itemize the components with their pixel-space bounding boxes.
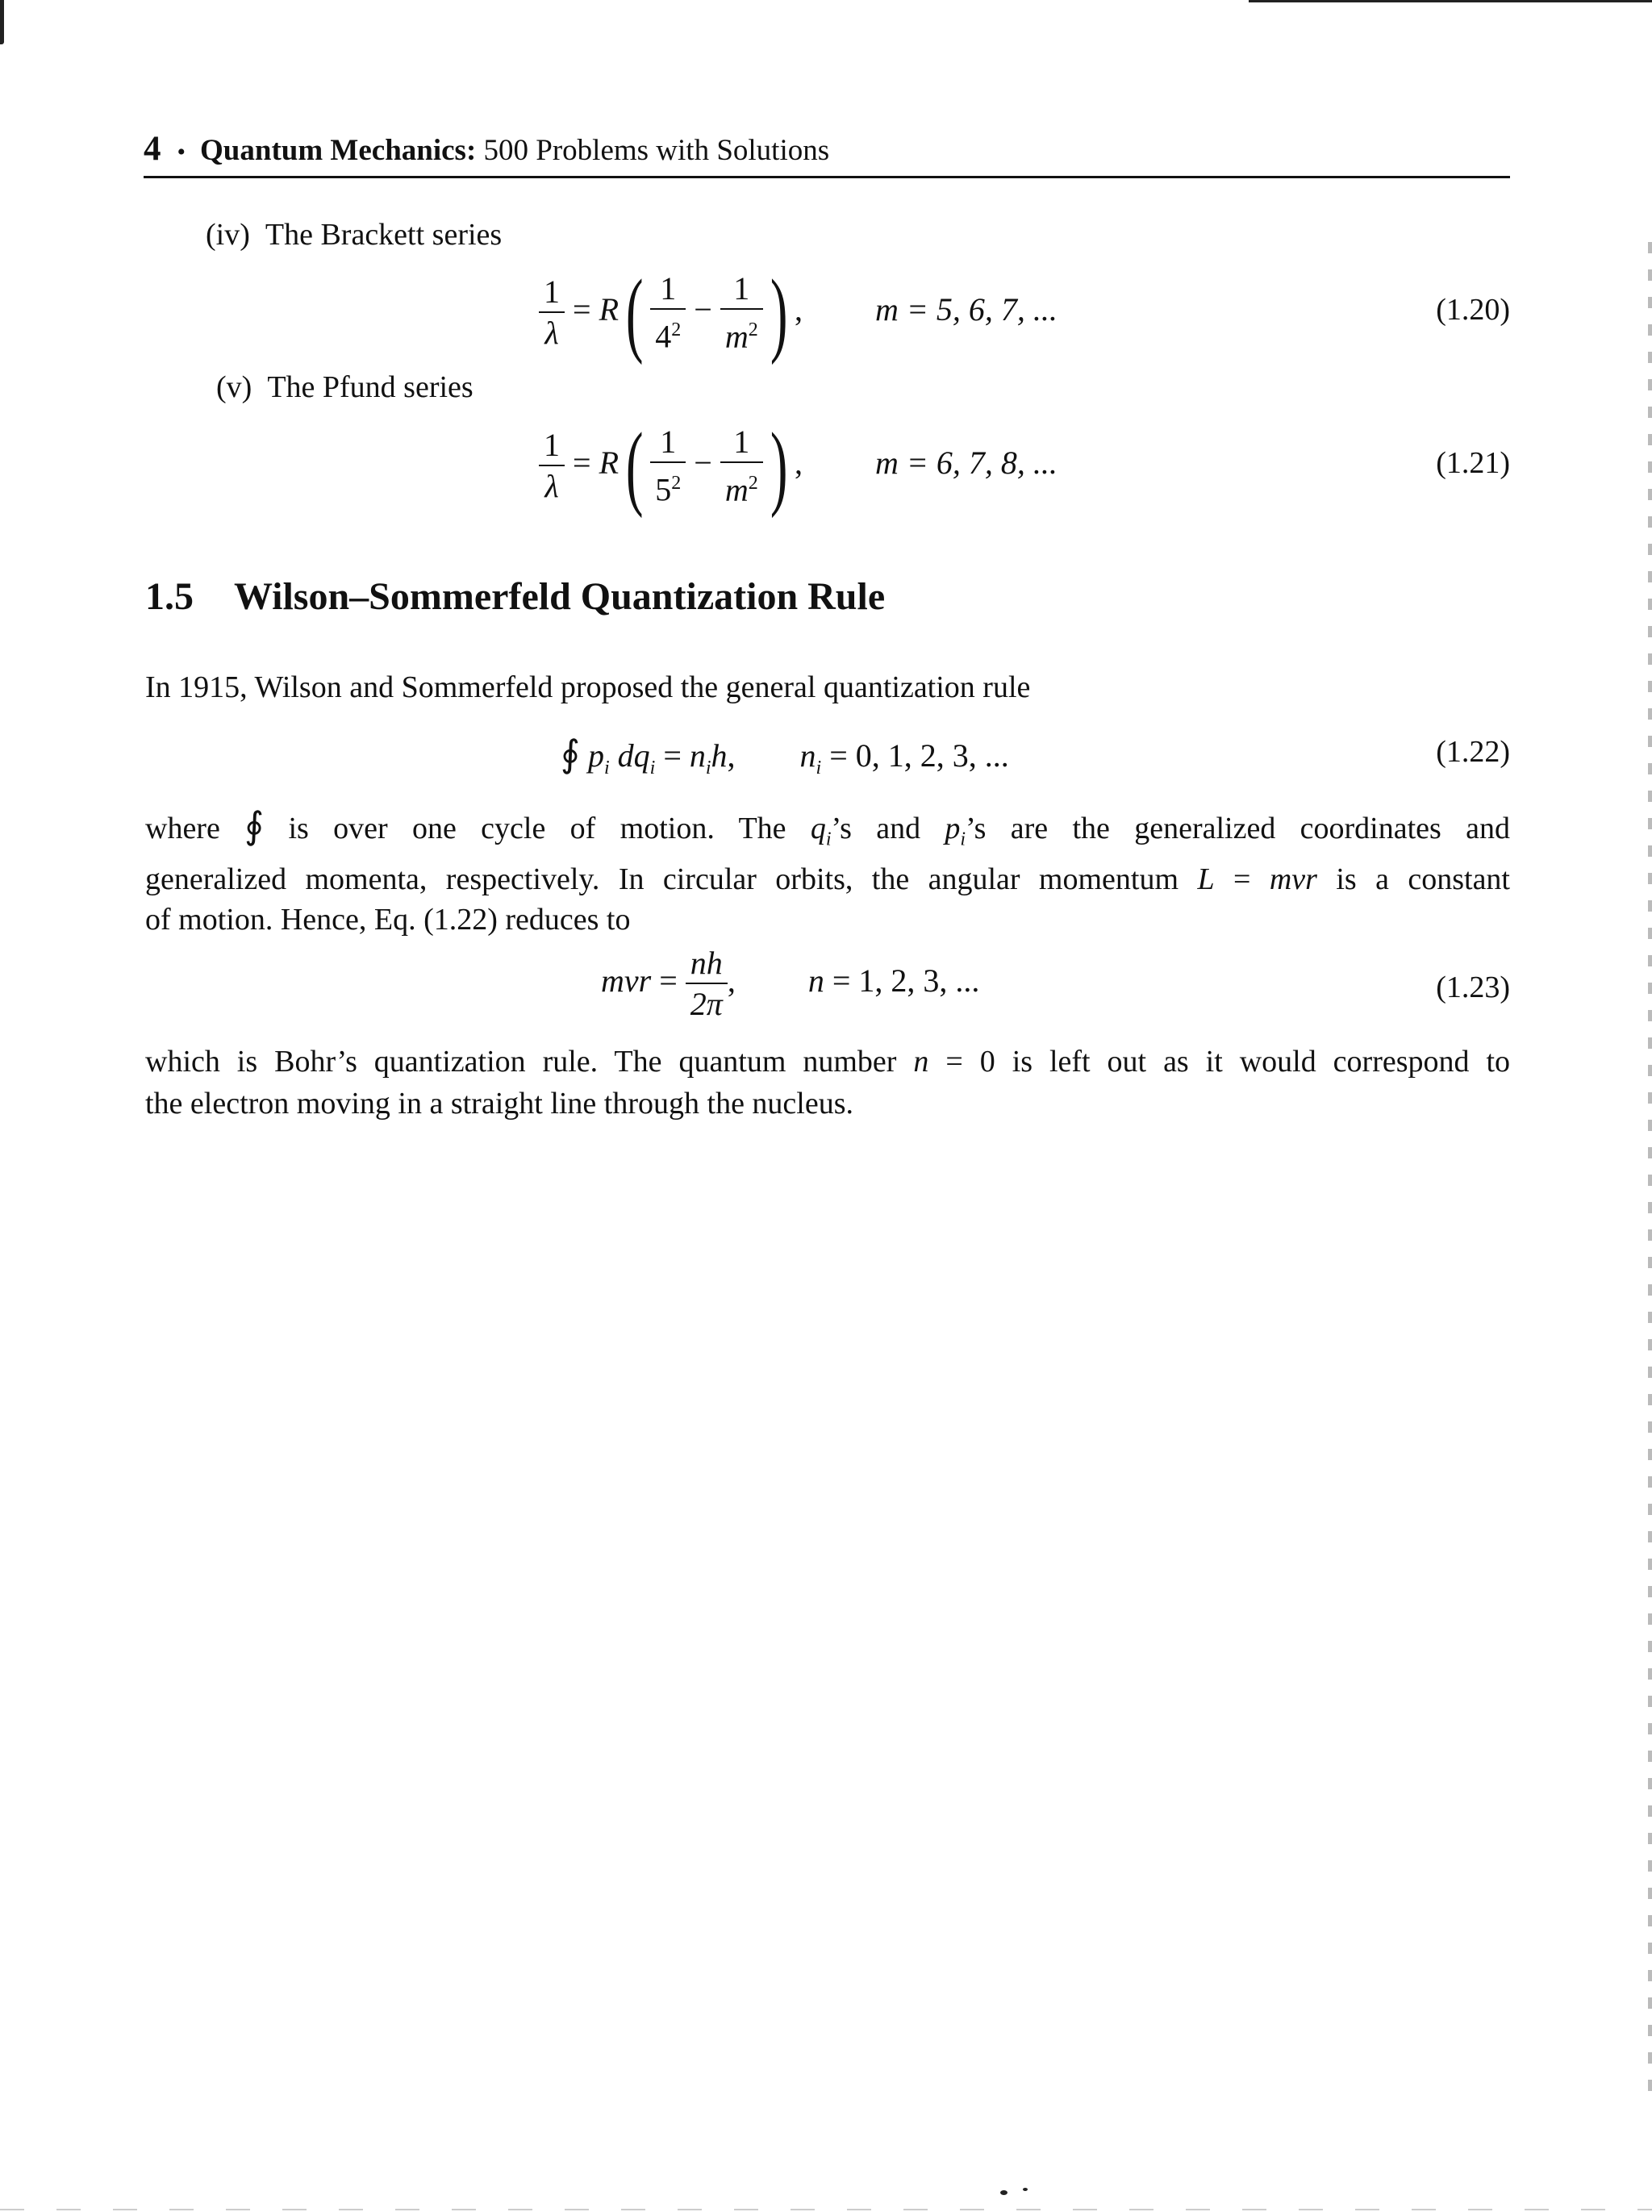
brackett-item	[206, 215, 502, 255]
equation-1-22: ∮ $p_i$ $dq_i = n_ih$, $n_i = 0$, 1, 2, 3, ...	[561, 733, 1009, 778]
scan-edge-right	[1648, 242, 1652, 2097]
denominator-base: 5	[655, 471, 672, 508]
page-number: 4	[144, 130, 161, 168]
item-text: The Brackett series	[265, 218, 503, 252]
text-run: which is Bohr’s quantization rule. The quantum number	[145, 1045, 897, 1079]
scan-speck	[1000, 2190, 1007, 2195]
paragraph-line: of motion. Hence, Eq. (1.22) reduces to	[145, 903, 631, 937]
bullet-icon: •	[177, 139, 186, 165]
paragraph-line: the electron moving in a straight line through the nucleus.	[145, 1087, 854, 1121]
equation-number: (1.20)	[1436, 293, 1510, 327]
equation-number: (1.22)	[1436, 735, 1510, 769]
equation-1-21: $\frac{1}{\lambda}$ = R( $\frac{1}{5^2}$ − $\frac{1}{m^2}$ ) , m = 6, 7, 8, ...	[539, 418, 1058, 515]
intro-paragraph: In 1915, Wilson and Sommerfeld proposed the general quantization rule	[145, 670, 1031, 704]
section-title: Wilson–Sommerfeld Quantization Rule	[234, 575, 886, 618]
paragraph-line: generalized momenta, respectively. In circular orbits, the angular momentum L = mvr is a constant	[145, 862, 1510, 896]
text-run: is over one cycle of motion. The	[288, 812, 786, 845]
equation-range: m = 5, 6, 7, ...	[875, 291, 1058, 328]
equation-range: m = 6, 7, 8, ...	[875, 444, 1058, 482]
contour-integral-icon: ∮	[244, 805, 265, 846]
scan-speck	[1023, 2188, 1028, 2191]
equation-1-20: $\frac{1}{\lambda}$ = R( $\frac{1}{4^2}$ − $\frac{1}{m^2}$ ) , m = 5, 6, 7, ...	[539, 265, 1058, 361]
denominator-base: 4	[655, 318, 672, 355]
text-run: is a constant	[1336, 862, 1510, 896]
contour-integral-icon: ∮	[561, 733, 580, 774]
scan-edge-bottom	[0, 2209, 1652, 2210]
equation-number: (1.23)	[1436, 970, 1510, 1004]
text-run: ’s and	[831, 812, 921, 845]
text-run: is left out as it would correspond to	[1012, 1045, 1511, 1079]
scan-edge-left	[0, 0, 4, 44]
equation-number: (1.21)	[1436, 446, 1510, 480]
section-number: 1.5	[145, 575, 194, 618]
paragraph-bohr: which is Bohr’s quantization rule. The quantum number n = 0 is left out as it would correspond to	[145, 1045, 1511, 1079]
fraction-numerator: nh	[686, 944, 728, 984]
pfund-item	[216, 367, 473, 407]
item-label: (v)	[216, 370, 252, 404]
running-head	[144, 129, 1510, 178]
book-title: Quantum Mechanics:	[200, 134, 477, 167]
equation-1-23: mvr = $\frac{nh}{2\pi}$ , n = 1, 2, 3, ...	[601, 944, 979, 1041]
item-text: The Pfund series	[267, 370, 473, 404]
text-run: ’s are the generalized coordinates and	[966, 812, 1511, 845]
scan-edge-top	[1249, 0, 1652, 2]
paragraph-where: where ∮ is over one cycle of motion. The $q_i’s$ and $p_i’s$ are the generalized coordinates and	[145, 805, 1511, 850]
text-run: where	[145, 812, 220, 845]
section-heading	[145, 574, 885, 619]
text-run: generalized momenta, respectively. In circular orbits, the angular momentum	[145, 862, 1179, 896]
fraction-denominator: 2π	[690, 986, 723, 1022]
item-label: (iv)	[206, 218, 250, 252]
book-subtitle: 500 Problems with Solutions	[483, 134, 830, 167]
